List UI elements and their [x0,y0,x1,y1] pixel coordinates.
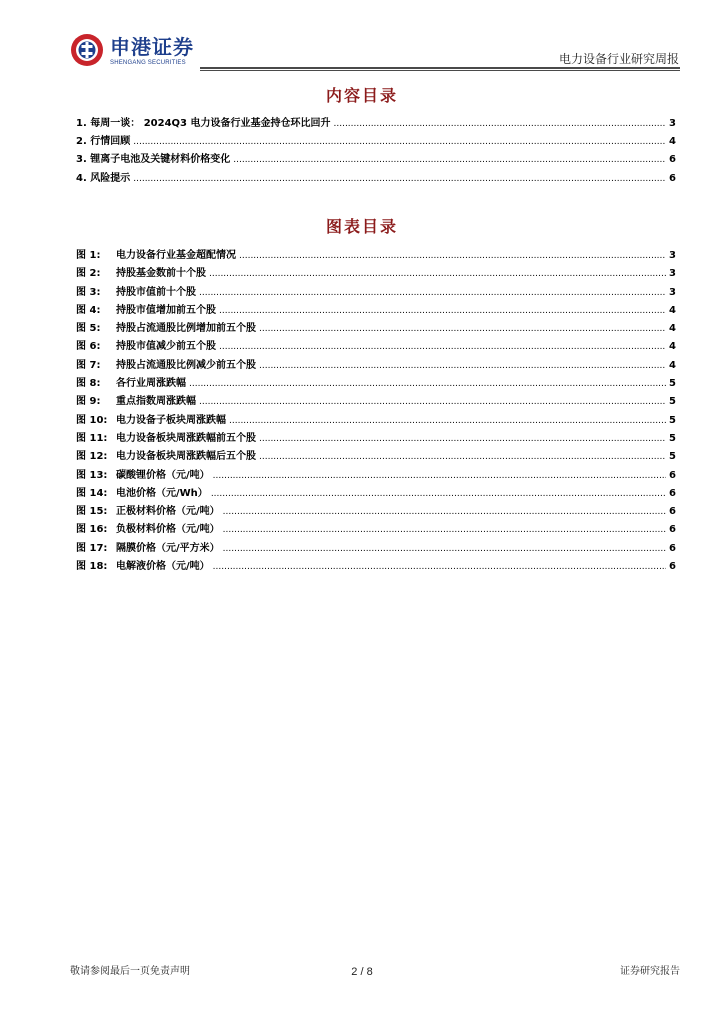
figure-number: 图 5: [76,323,101,335]
figure-item[interactable] [76,393,676,411]
figure-label[interactable]: 电解液价格（元/吨） [116,561,210,573]
figure-item[interactable] [76,558,676,576]
leader-dots [199,393,666,411]
report-type: 电力设备行业研究周报 [558,52,679,66]
figure-number: 图 17: [76,542,108,554]
toc-title: 内容目录 [325,86,398,105]
figure-label[interactable]: 持股占流通股比例减少前五个股 [116,359,256,371]
toc-item-page[interactable]: 6 [669,154,676,166]
figure-label[interactable]: 电力设备行业基金超配情况 [116,250,236,261]
figure-page[interactable]: 3 [669,286,676,298]
figure-label[interactable]: 电力设备板块周涨跌幅前五个股 [116,432,256,444]
figure-label[interactable]: 持股占流通股比例增加前五个股 [116,323,256,335]
toc-list [76,115,676,188]
toc-item-label[interactable]: 4. 风险提示 [76,172,131,184]
leader-dots [199,284,666,302]
figure-item[interactable] [76,284,676,302]
figure-number: 图 1: [76,250,101,261]
figure-item[interactable] [76,467,676,485]
figure-page[interactable]: 4 [669,323,676,335]
figure-label[interactable]: 隔膜价格（元/平方米） [116,542,220,554]
figure-item[interactable] [76,247,676,265]
figure-number: 图 18: [76,561,108,573]
leader-dots [259,430,666,448]
figure-number: 图 7: [76,359,101,371]
leader-dots [223,521,666,539]
leader-dots [189,375,666,393]
toc-item-page[interactable]: 4 [669,136,676,148]
figure-page[interactable]: 4 [669,359,676,371]
figure-list [76,247,676,576]
figure-page[interactable]: 6 [669,487,676,499]
leader-dots [209,265,666,283]
figures-title: 图表目录 [325,217,398,236]
figure-label[interactable]: 正极材料价格（元/吨） [116,506,220,518]
figure-item[interactable] [76,430,676,448]
toc-item[interactable] [76,151,676,169]
figure-number: 图 10: [76,414,108,426]
figure-item[interactable] [76,521,676,539]
figure-label[interactable]: 电力设备子板块周涨跌幅 [116,414,226,426]
figure-page[interactable]: 6 [669,469,676,481]
toc-item[interactable] [76,133,676,151]
figure-page[interactable]: 5 [669,414,676,426]
figure-page[interactable]: 6 [669,542,676,554]
figure-number: 图 15: [76,506,108,518]
leader-dots [229,412,666,430]
figure-label[interactable]: 持股市值前十个股 [116,286,196,298]
figure-page[interactable]: 3 [669,250,676,261]
leader-dots [259,320,666,338]
leader-dots [219,338,666,356]
header-rule [200,67,680,69]
figure-number: 图 16: [76,524,108,536]
leader-dots [334,115,667,133]
figure-page[interactable]: 3 [669,268,676,280]
leader-dots [233,151,666,169]
brand-name-en: SHENGANG SECURITIES [110,60,186,66]
figure-label[interactable]: 电池价格（元/Wh） [116,487,208,499]
figure-page[interactable]: 4 [669,341,676,353]
brand-name: 申港证券 [110,35,194,59]
figure-label[interactable]: 电力设备板块周涨跌幅后五个股 [116,451,256,463]
figure-item[interactable] [76,302,676,320]
toc-item-page[interactable]: 6 [669,172,676,184]
figure-label[interactable]: 持股基金数前十个股 [116,268,206,280]
shengang-logo-icon [70,33,104,67]
toc-item-label[interactable]: 2. 行情回顾 [76,136,131,148]
leader-dots [259,448,666,466]
figure-number: 图 3: [76,286,101,298]
figure-number: 图 8: [76,378,101,390]
figure-number: 图 11: [76,432,108,444]
footer-disclaimer: 敬请参阅最后一页免责声明 [70,966,190,977]
figure-label[interactable]: 持股市值减少前五个股 [116,341,216,353]
leader-dots [223,540,666,558]
figure-page[interactable]: 5 [669,396,676,408]
figure-item[interactable] [76,375,676,393]
figure-number: 图 14: [76,487,108,499]
figure-item[interactable] [76,503,676,521]
figure-item[interactable] [76,540,676,558]
figure-item[interactable] [76,320,676,338]
figure-item[interactable] [76,485,676,503]
figure-label[interactable]: 碳酸锂价格（元/吨） [116,469,210,481]
figure-page[interactable]: 4 [669,304,676,316]
figure-page[interactable]: 6 [669,524,676,536]
figure-page[interactable]: 5 [669,432,676,444]
footer-page-number: 2 / 8 [351,966,373,978]
figure-number: 图 9: [76,396,101,408]
figure-number: 图 4: [76,304,101,316]
page-header [0,0,724,72]
figure-page[interactable]: 6 [669,506,676,518]
leader-dots [213,467,666,485]
figure-label[interactable]: 重点指数周涨跌幅 [116,396,196,408]
toc-item-label[interactable]: 3. 锂离子电池及关键材料价格变化 [76,154,231,166]
figure-number: 图 13: [76,469,108,481]
leader-dots [219,302,666,320]
figure-page[interactable]: 5 [669,378,676,390]
leader-dots [211,485,666,503]
leader-dots [213,558,666,576]
figure-item[interactable] [76,357,676,375]
leader-dots [239,247,666,265]
figure-item[interactable] [76,265,676,283]
toc-item[interactable] [76,115,676,133]
figure-item[interactable] [76,448,676,466]
figure-number: 图 12: [76,451,108,463]
toc-item-label[interactable]: 1. 每周一谈： 2024Q3 电力设备行业基金持仓环比回升 [76,118,331,129]
figure-item[interactable] [76,412,676,430]
figure-page[interactable]: 6 [669,561,676,573]
figure-number: 图 2: [76,268,101,280]
toc-item-page[interactable]: 3 [669,118,676,129]
figure-label[interactable]: 持股市值增加前五个股 [116,304,216,316]
figure-number: 图 6: [76,341,101,353]
leader-dots [133,170,666,188]
toc-item[interactable] [76,170,676,188]
header-rule-thin [200,70,680,71]
leader-dots [133,133,666,151]
figure-label[interactable]: 各行业周涨跌幅 [116,378,186,390]
footer-label: 证券研究报告 [620,966,680,977]
figure-page[interactable]: 5 [669,451,676,463]
figure-label[interactable]: 负极材料价格（元/吨） [116,524,220,536]
leader-dots [223,503,666,521]
leader-dots [259,357,666,375]
figure-item[interactable] [76,338,676,356]
